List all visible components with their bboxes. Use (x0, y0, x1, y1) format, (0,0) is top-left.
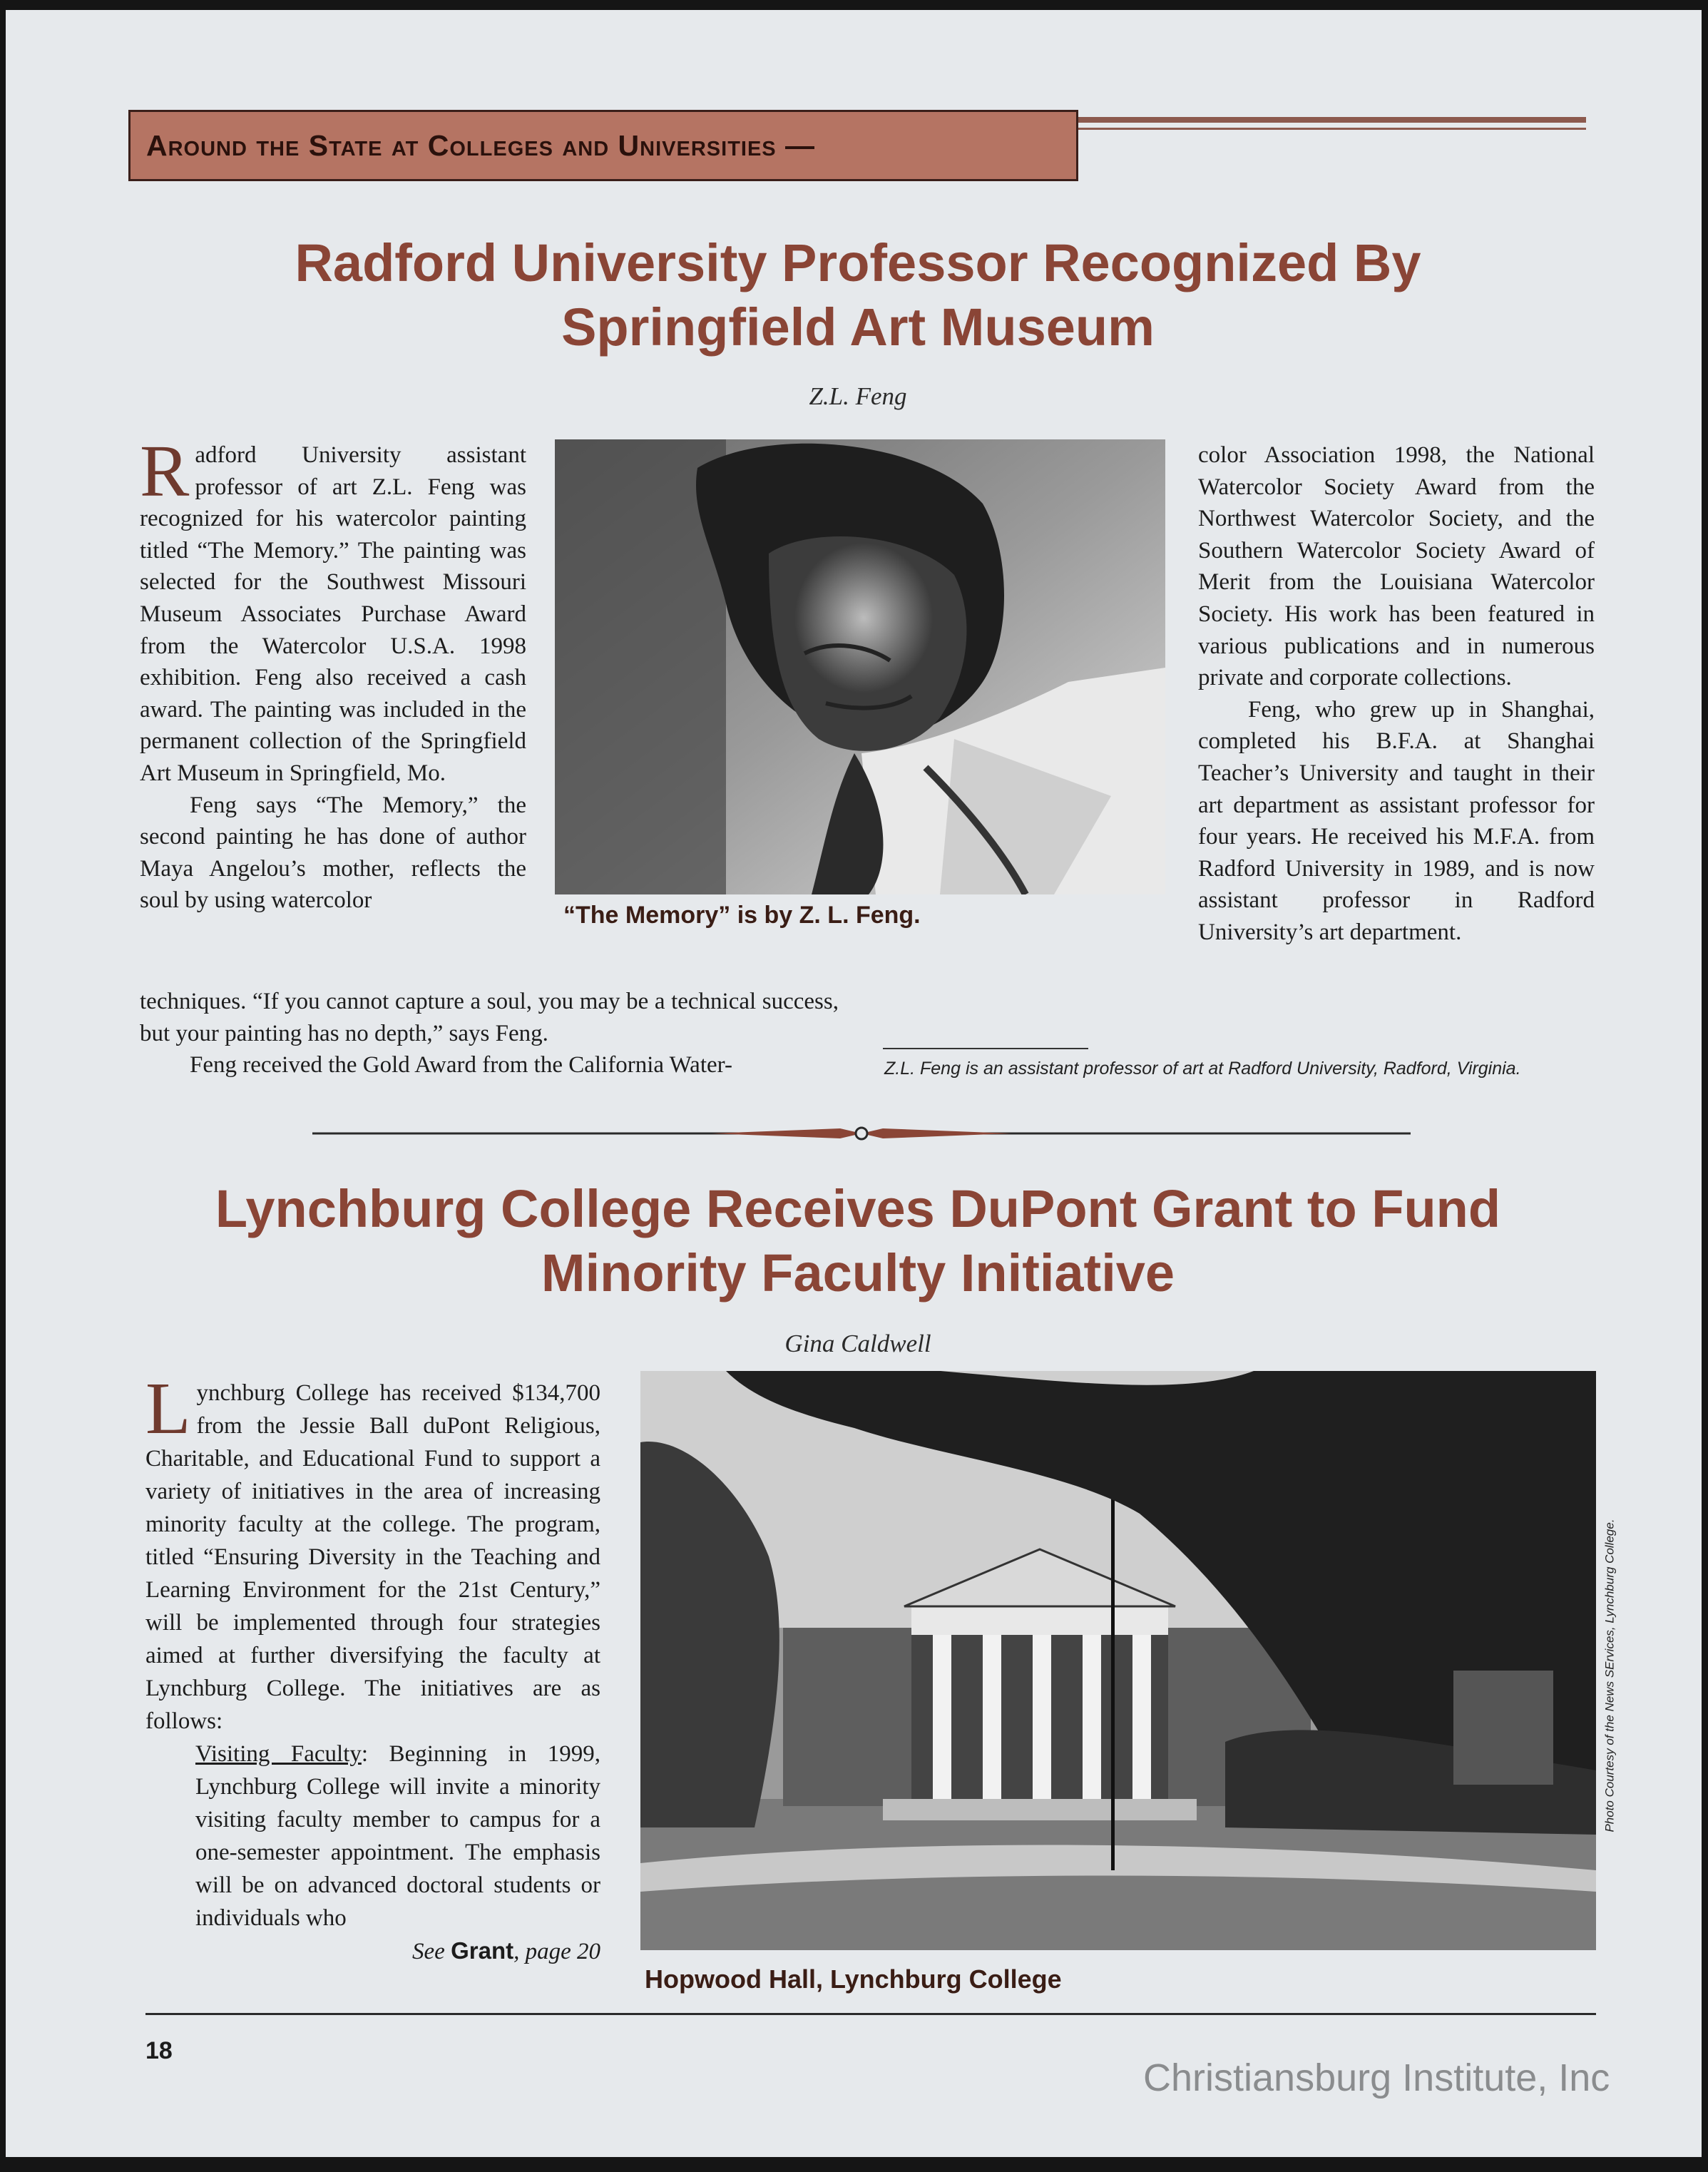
dropcap: L (145, 1367, 191, 1449)
ornamental-divider-icon (312, 1123, 1411, 1144)
article2-paragraph-2: Visiting Faculty: Beginning in 1999, Lynchburg College will invite a minority visiting faculty member to campus for a one-semester appointment. The emphasis will be on advanced doctoral students or individuals who (195, 1741, 600, 1931)
article1-span-text (140, 986, 839, 1081)
author-note-rule (883, 1048, 1088, 1049)
article2-byline: Gina Caldwell (784, 1330, 931, 1357)
dropcap: R (140, 430, 190, 512)
article1-paragraph-2: Feng says “The Memory,” the second painting he has done of author Maya Angelou’s mother, reflects the soul by using watercolor (140, 792, 526, 914)
article1-paragraph-3: Feng received the Gold Award from the California Water- (190, 1052, 732, 1079)
article1-byline: Z.L. Feng (809, 382, 907, 410)
article1-headline (120, 231, 1596, 360)
article2-headline-line1: Lynchburg College Receives DuPont Grant to Fund (215, 1179, 1501, 1238)
campus-building-photo-icon (640, 1371, 1596, 1950)
article1-headline-line2: Springfield Art Museum (561, 297, 1155, 357)
footer-rule (145, 2013, 1596, 2015)
article2-headline (120, 1177, 1596, 1305)
article1-paragraph-5: Feng, who grew up in Shanghai, completed his B.F.A. at Shanghai Teacher’s University and taught in their art department as assistant professor for four years. He received his M.F.A. from Radford University in 1989, and is now assistant professor in Radford University’s art department. (1198, 696, 1595, 945)
memory-painting-image (555, 439, 1165, 894)
watercolor-portrait-icon (555, 439, 1165, 894)
page-number: 18 (145, 2037, 173, 2064)
photo-credit: Photo Courtesy of the News SErvices, Lynchburg College. (1603, 1519, 1617, 1832)
continued-keyword: Grant (451, 1937, 514, 1964)
continued-reference: See Grant, page 20 (412, 1937, 600, 1964)
article1-left-column (140, 430, 526, 917)
article1-headline-line1: Radford University Professor Recognized By (295, 233, 1421, 292)
section-banner (128, 110, 1078, 181)
magazine-page (6, 10, 1702, 2157)
article2-headline-line2: Minority Faculty Initiative (541, 1243, 1175, 1302)
section-banner-text: Around the State at Colleges and Universities — (146, 128, 816, 162)
visiting-faculty-label: Visiting Faculty (195, 1741, 362, 1767)
article2-left-column (145, 1367, 600, 1968)
banner-rule (1078, 117, 1586, 123)
watermark: Christiansburg Institute, Inc (1143, 2056, 1610, 2099)
article1-right-column (1198, 439, 1595, 949)
article2-photo-caption: Hopwood Hall, Lynchburg College (645, 1964, 1062, 1994)
hopwood-hall-photo (640, 1371, 1596, 1950)
article1-photo-caption: “The Memory” is by Z. L. Feng. (563, 902, 921, 929)
article2-paragraph-1: Lynchburg College has received $134,700 from the Jessie Ball duPont Religious, Charitable, and Educational Fund to support a variety of initiatives in the area of increasing minority faculty at the college. The program, titled “Ensuring Diversity in the Teaching and Learning Environment for the 21st Century,” will be implemented through four strategies aimed at further diversifying the faculty at Lynchburg College. The initiatives are as follows: (145, 1367, 600, 1734)
banner-rule-thin (1078, 128, 1586, 130)
article1-author-note: Z.L. Feng is an assistant professor of art at Radford University, Radford, Virginia. (884, 1059, 1521, 1079)
article1-paragraph-4: color Association 1998, the National Watercolor Society Award from the Northwest Watercolor Society, and the Southern Watercolor Society Award of Merit from the Louisiana Watercolor Society. His work has been featured in various publications and in numerous private and corporate collections. (1198, 442, 1595, 691)
article1-paragraph-1: Radford University assistant professor of art Z.L. Feng was recognized for his watercolor painting titled “The Memory.” The painting was selected for the Southwest Missouri Museum Associates Purchase Award from the Watercolor U.S.A. 1998 exhibition. Feng also received a cash award. The painting was included in the permanent collection of the Springfield Art Museum in Springfield, Mo. (140, 430, 526, 786)
article1-paragraph-2-continued: techniques. “If you cannot capture a soul, you may be a technical success, but your painting has no depth,” says Feng. (140, 989, 839, 1046)
